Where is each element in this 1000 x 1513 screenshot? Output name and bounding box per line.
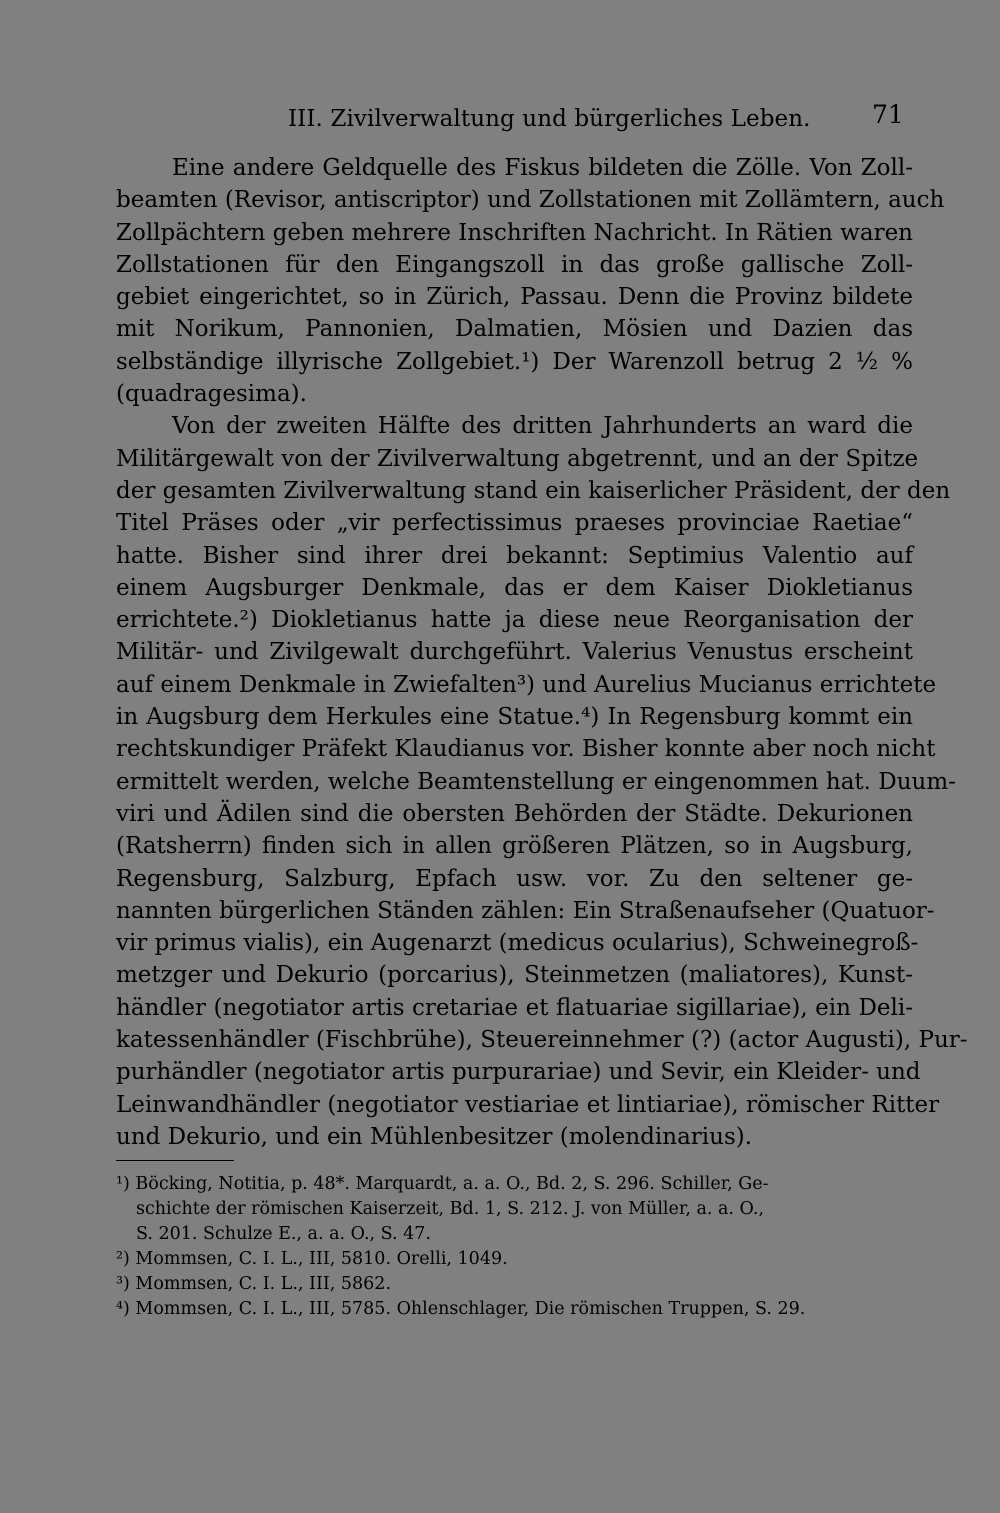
- text-line: Regensburg, Salzburg, Epfach usw. vor. Zu den seltener ge-: [116, 865, 913, 892]
- body-text: [116, 152, 968, 1153]
- footnote-marker: ³): [116, 1274, 130, 1294]
- footnote-4: [116, 1297, 913, 1322]
- text-line: viri und Ädilen sind die obersten Behörden der Städte. Dekurionen: [116, 800, 913, 827]
- text-line: einem Augsburger Denkmale, das er dem Kaiser Diokletianus: [116, 574, 913, 601]
- footnote-divider: [116, 1160, 234, 1161]
- text-line: mit Norikum, Pannonien, Dalmatien, Mösien und Dazien das: [116, 316, 913, 343]
- text-line: gebiet eingerichtet, so in Zürich, Passau. Denn die Provinz bildete: [116, 284, 913, 311]
- footnote-marker: ²): [116, 1249, 130, 1269]
- text-line: errichtete.²) Diokletianus hatte ja diese neue Reorganisation der: [116, 607, 913, 634]
- text-line: katessenhändler (Fischbrühe), Steuereinnehmer (?) (actor Augusti), Pur-: [116, 1027, 968, 1054]
- text-line: ermittelt werden, welche Beamtenstellung er eingenommen hat. Duum-: [116, 768, 956, 795]
- footnotes: [116, 1172, 913, 1322]
- footnote-text: Mommsen, C. I. L., III, 5785. Ohlenschlager, Die römischen Truppen, S. 29.: [135, 1299, 806, 1319]
- text-line: Von der zweiten Hälfte des dritten Jahrhunderts an ward die: [172, 413, 913, 440]
- page-header: [0, 100, 1000, 136]
- footnote-1: [116, 1172, 913, 1247]
- footnote-line: [116, 1297, 913, 1322]
- footnote-2: [116, 1247, 913, 1272]
- footnote-marker: ¹): [116, 1174, 130, 1194]
- page-number: 71: [872, 100, 904, 129]
- text-line: Titel Präses oder „vir perfectissimus praeses provinciae Raetiae“: [116, 510, 913, 537]
- text-line: nannten bürgerlichen Ständen zählen: Ein Straßenaufseher (Quatuor-: [116, 897, 935, 924]
- text-line: beamten (Revisor, antiscriptor) und Zollstationen mit Zollämtern, auch: [116, 187, 945, 214]
- text-line: vir primus vialis), ein Augenarzt (medicus ocularius), Schweinegroß-: [116, 930, 919, 957]
- footnote-line: [116, 1272, 913, 1297]
- footnote-text: Mommsen, C. I. L., III, 5810. Orelli, 1049.: [135, 1249, 508, 1269]
- text-line: händler (negotiator artis cretariae et flatuariae sigillariae), ein Deli-: [116, 994, 913, 1021]
- footnote-text: Böcking, Notitia, p. 48*. Marquardt, a. a. O., Bd. 2, S. 296. Schiller, Ge-: [135, 1174, 769, 1194]
- text-line: (Ratsherrn) finden sich in allen größeren Plätzen, so in Augsburg,: [116, 833, 913, 860]
- text-line: Eine andere Geldquelle des Fiskus bildeten die Zölle. Von Zoll-: [172, 155, 913, 181]
- footnote-line: S. 201. Schulze E., a. a. O., S. 47.: [136, 1224, 431, 1244]
- text-line: rechtskundiger Präfekt Klaudianus vor. Bisher konnte aber noch nicht: [116, 736, 936, 763]
- paragraph-administration: [116, 410, 968, 1153]
- text-line: (quadragesima).: [116, 381, 307, 408]
- text-line: auf einem Denkmale in Zwiefalten³) und Aurelius Mucianus errichtete: [116, 671, 937, 698]
- text-line: Militärgewalt von der Zivilverwaltung abgetrennt, und an der Spitze: [116, 445, 919, 472]
- footnote-3: [116, 1272, 913, 1297]
- text-line: Zollpächtern geben mehrere Inschriften Nachricht. In Rätien waren: [116, 219, 913, 246]
- text-line: metzger und Dekurio (porcarius), Steinmetzen (maliatores), Kunst-: [116, 962, 913, 989]
- text-line: in Augsburg dem Herkules eine Statue.⁴) In Regensburg kommt ein: [116, 704, 913, 731]
- text-line: Militär- und Zivilgewalt durchgeführt. Valerius Venustus erscheint: [116, 639, 913, 666]
- paragraph-customs: [116, 152, 945, 410]
- footnote-line: [116, 1247, 913, 1272]
- footnote-line: schichte der römischen Kaiserzeit, Bd. 1, S. 212. J. von Müller, a. a. O.,: [136, 1199, 765, 1219]
- text-line: der gesamten Zivilverwaltung stand ein kaiserlicher Präsident, der den: [116, 477, 951, 504]
- text-line: und Dekurio, und ein Mühlenbesitzer (molendinarius).: [116, 1123, 753, 1150]
- text-line: Leinwandhändler (negotiator vestiariae et lintiariae), römischer Ritter: [116, 1091, 940, 1118]
- text-line: hatte. Bisher sind ihrer drei bekannt: Septimius Valentio auf: [116, 542, 913, 569]
- text-line: selbständige illyrische Zollgebiet.¹) Der Warenzoll betrug 2 ½ %: [116, 348, 913, 375]
- footnote-marker: ⁴): [116, 1299, 130, 1319]
- footnote-text: Mommsen, C. I. L., III, 5862.: [135, 1274, 392, 1294]
- footnote-line: [116, 1172, 913, 1197]
- running-title: III. Zivilverwaltung und bürgerliches Leben.: [288, 106, 811, 132]
- text-line: Zollstationen für den Eingangszoll in das große gallische Zoll-: [116, 251, 913, 278]
- text-line: purhändler (negotiator artis purpurariae) und Sevir, ein Kleider- und: [116, 1059, 921, 1086]
